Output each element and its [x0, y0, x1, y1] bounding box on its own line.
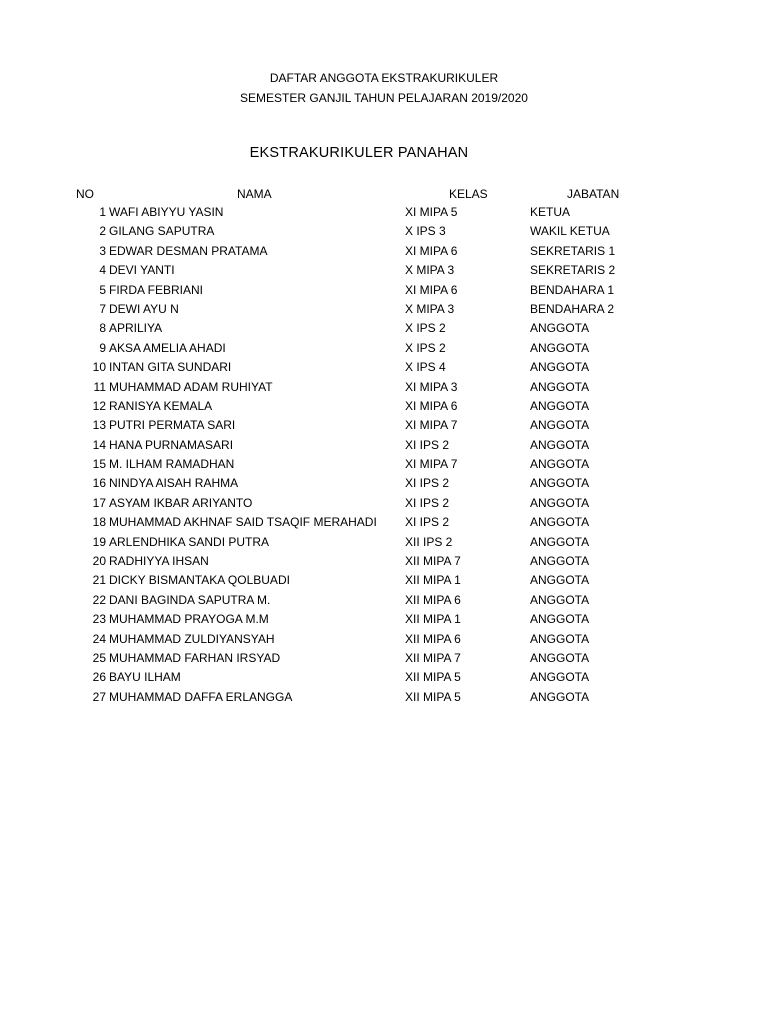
member-position: BENDAHARA 1 — [530, 282, 615, 297]
member-name: GILANG SAPUTRA — [109, 224, 215, 239]
member-position: KETUA — [530, 205, 571, 219]
document-title-line-2: SEMESTER GANJIL TAHUN PELAJARAN 2019/2020 — [240, 91, 528, 105]
table-row — [0, 610, 768, 629]
member-name: DICKY BISMANTAKA QOLBUADI — [109, 573, 290, 588]
member-name: RANISYA KEMALA — [109, 398, 213, 413]
column-header-nama: NAMA — [237, 187, 272, 201]
member-position: ANGGOTA — [530, 398, 590, 413]
member-position: ANGGOTA — [530, 476, 590, 491]
member-name: ARLENDHIKA SANDI PUTRA — [109, 534, 270, 549]
row-number: 23 — [92, 612, 106, 627]
member-class: XI IPS 2 — [405, 476, 450, 491]
row-number: 20 — [92, 554, 106, 569]
table-row — [0, 397, 768, 416]
section-title: EKSTRAKURIKULER PANAHAN — [249, 145, 469, 161]
member-position: ANGGOTA — [530, 650, 590, 665]
row-number: 5 — [99, 282, 106, 297]
member-class: XI MIPA 7 — [405, 457, 458, 472]
member-class: X MIPA 3 — [405, 263, 455, 278]
row-number: 1 — [99, 205, 106, 219]
column-header-jabatan: JABATAN — [567, 187, 620, 201]
member-class: XII MIPA 6 — [405, 631, 461, 646]
member-position: ANGGOTA — [530, 340, 590, 355]
row-number: 22 — [92, 592, 106, 607]
member-name: M. ILHAM RAMADHAN — [109, 457, 235, 472]
row-number: 16 — [92, 476, 106, 491]
member-class: XII MIPA 1 — [405, 573, 461, 588]
table-row — [0, 339, 768, 358]
member-name: APRILIYA — [109, 321, 163, 336]
table-row — [0, 513, 768, 532]
member-class: X IPS 2 — [405, 340, 446, 355]
member-name: MUHAMMAD DAFFA ERLANGGA — [109, 689, 293, 704]
member-class: XI IPS 2 — [405, 437, 450, 452]
member-name: EDWAR DESMAN PRATAMA — [109, 243, 268, 258]
table-row — [0, 261, 768, 280]
member-name: MUHAMMAD PRAYOGA M.M — [109, 612, 269, 627]
row-number: 4 — [99, 263, 106, 278]
member-position: ANGGOTA — [530, 573, 590, 588]
row-number: 27 — [92, 689, 106, 704]
row-number: 26 — [92, 670, 106, 685]
row-number: 19 — [92, 534, 106, 549]
table-row — [0, 281, 768, 300]
member-position: ANGGOTA — [530, 592, 590, 607]
row-number: 13 — [92, 418, 106, 433]
row-number: 10 — [92, 360, 106, 375]
member-position: ANGGOTA — [530, 515, 590, 530]
member-position: ANGGOTA — [530, 612, 590, 627]
member-class: X IPS 3 — [405, 224, 446, 239]
row-number: 12 — [92, 398, 106, 413]
member-name: FIRDA FEBRIANI — [109, 282, 204, 297]
member-position: ANGGOTA — [530, 457, 590, 472]
member-position: ANGGOTA — [530, 534, 590, 549]
member-name: BAYU ILHAM — [109, 670, 181, 685]
member-class: XI IPS 2 — [405, 495, 450, 510]
table-row — [0, 300, 768, 319]
member-name: AKSA AMELIA AHADI — [109, 340, 226, 355]
row-number: 17 — [92, 495, 106, 510]
row-number: 11 — [93, 379, 106, 394]
member-position: ANGGOTA — [530, 418, 590, 433]
document-title-line-1: DAFTAR ANGGOTA EKSTRAKURIKULER — [269, 71, 499, 85]
member-position: ANGGOTA — [530, 495, 590, 510]
table-row — [0, 533, 768, 552]
member-name: RADHIYYA IHSAN — [109, 554, 209, 569]
member-name: ASYAM IKBAR ARIYANTO — [109, 495, 253, 510]
member-position: ANGGOTA — [530, 631, 590, 646]
row-number: 15 — [92, 457, 106, 472]
row-number: 8 — [99, 321, 106, 336]
table-row — [0, 436, 768, 455]
member-position: SEKRETARIS 2 — [530, 263, 616, 278]
table-row — [0, 494, 768, 513]
member-name: MUHAMMAD ZULDIYANSYAH — [109, 631, 275, 646]
row-number: 18 — [92, 515, 106, 530]
row-number: 14 — [92, 437, 106, 452]
column-header-no: NO — [76, 187, 94, 201]
row-number: 24 — [92, 631, 106, 646]
member-class: XI MIPA 6 — [405, 243, 458, 258]
row-number: 25 — [92, 650, 106, 665]
member-name: NINDYA AISAH RAHMA — [109, 476, 239, 491]
row-number: 9 — [99, 340, 106, 355]
table-row — [0, 649, 768, 668]
table-row — [0, 358, 768, 377]
table-row — [0, 416, 768, 435]
member-position: SEKRETARIS 1 — [530, 243, 616, 258]
member-class: XII MIPA 7 — [405, 554, 461, 569]
member-name: MUHAMMAD ADAM RUHIYAT — [109, 379, 273, 394]
table-row — [0, 242, 768, 261]
member-position: BENDAHARA 2 — [530, 301, 615, 316]
member-name: WAFI ABIYYU YASIN — [109, 205, 224, 219]
table-row — [0, 203, 768, 222]
member-position: ANGGOTA — [530, 689, 590, 704]
table-row — [0, 668, 768, 687]
row-number: 21 — [92, 573, 106, 588]
member-class: X IPS 2 — [405, 321, 446, 336]
member-name: DEVI YANTI — [109, 263, 175, 278]
member-position: ANGGOTA — [530, 360, 590, 375]
member-name: DEWI AYU N — [109, 301, 179, 316]
member-class: XI MIPA 7 — [405, 418, 458, 433]
member-position: ANGGOTA — [530, 379, 590, 394]
member-name: MUHAMMAD FARHAN IRSYAD — [109, 650, 281, 665]
table-row — [0, 319, 768, 338]
row-number: 7 — [99, 301, 106, 316]
member-name: PUTRI PERMATA SARI — [109, 418, 236, 433]
member-name: HANA PURNAMASARI — [109, 437, 234, 452]
member-class: XII IPS 2 — [405, 534, 453, 549]
row-number: 2 — [99, 224, 106, 239]
member-name: INTAN GITA SUNDARI — [109, 360, 232, 375]
table-row — [0, 688, 768, 707]
member-class: XI MIPA 3 — [405, 379, 458, 394]
member-position: ANGGOTA — [530, 437, 590, 452]
member-class: XI MIPA 5 — [405, 205, 458, 219]
table-row — [0, 571, 768, 590]
table-row — [0, 378, 768, 397]
member-class: XI MIPA 6 — [405, 282, 458, 297]
table-row — [0, 630, 768, 649]
member-position: ANGGOTA — [530, 321, 590, 336]
table-row — [0, 455, 768, 474]
member-class: XII MIPA 7 — [405, 650, 461, 665]
member-position: ANGGOTA — [530, 554, 590, 569]
table-row — [0, 552, 768, 571]
member-class: X MIPA 3 — [405, 301, 455, 316]
table-row — [0, 474, 768, 493]
member-name: MUHAMMAD AKHNAF SAID TSAQIF MERAHADI — [109, 515, 377, 530]
member-position: WAKIL KETUA — [530, 224, 610, 239]
member-class: XII MIPA 5 — [405, 689, 461, 704]
member-class: X IPS 4 — [405, 360, 446, 375]
table-row — [0, 222, 768, 241]
row-number: 3 — [99, 243, 106, 258]
member-class: XII MIPA 6 — [405, 592, 461, 607]
table-row — [0, 591, 768, 610]
member-class: XI MIPA 6 — [405, 398, 458, 413]
member-table-body — [0, 203, 768, 707]
member-name: DANI BAGINDA SAPUTRA M. — [109, 592, 271, 607]
member-class: XII MIPA 1 — [405, 612, 461, 627]
member-class: XII MIPA 5 — [405, 670, 461, 685]
column-header-kelas: KELAS — [449, 187, 488, 201]
member-position: ANGGOTA — [530, 670, 590, 685]
member-class: XI IPS 2 — [405, 515, 450, 530]
